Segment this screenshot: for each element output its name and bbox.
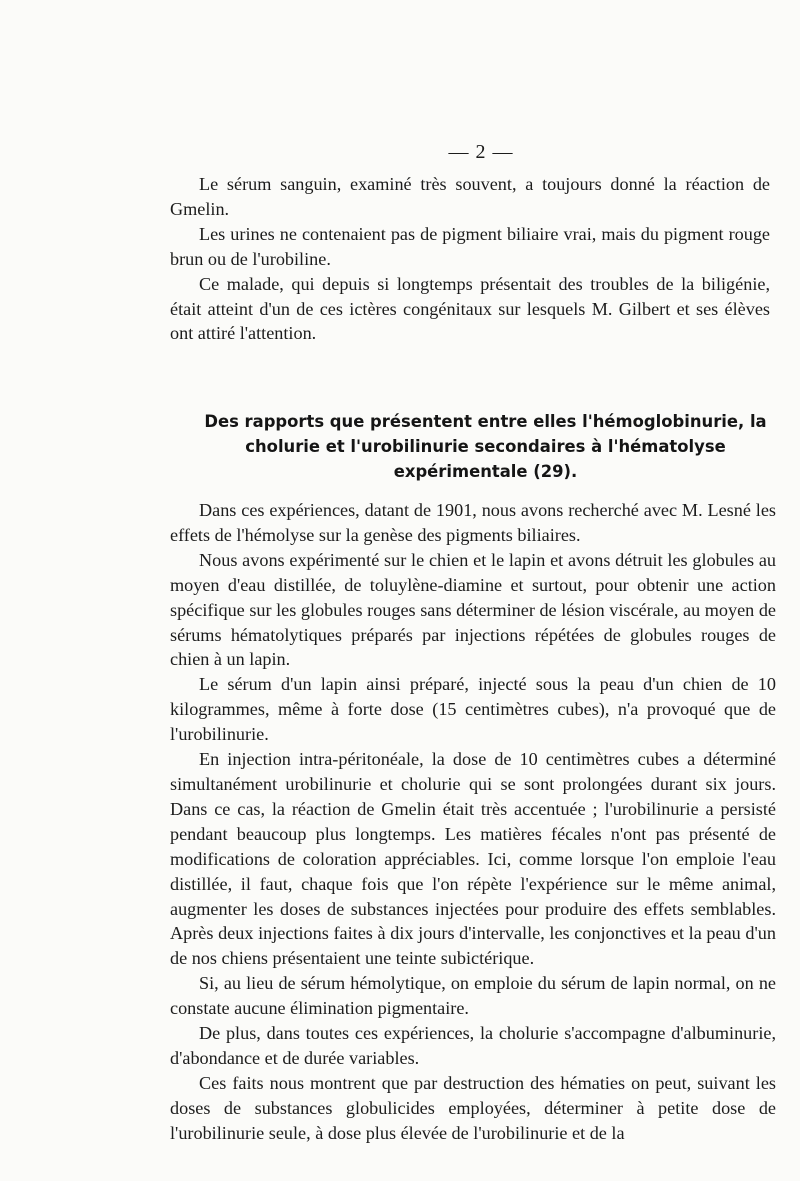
- paragraph: Nous avons expérimenté sur le chien et le lapin et avons détruit les globules au moyen d'eau distillée, de toluylène-diamine et surtout, pour obtenir une action spécifique sur les globules rouges sans déterminer de lésion viscérale, au moyen de sérums hématolytiques préparés par injections répétées de globules rouges de chien à un lapin.: [170, 549, 776, 670]
- paragraph: De plus, dans toutes ces expériences, la cholurie s'accompagne d'albuminurie, d'abondance et de durée variables.: [170, 1023, 776, 1068]
- intro-text: [0, 172, 800, 346]
- paragraph: Ce malade, qui depuis si longtemps présentait des troubles de la biligénie, était atteint d'un de ces ictères congénitaux sur lesquels M. Gilbert et ses élèves ont attiré l'attention.: [170, 273, 770, 344]
- page-number: — 2 —: [448, 141, 514, 163]
- section-text: [0, 498, 800, 1146]
- paragraph: Ces faits nous montrent que par destruction des hématies on peut, suivant les doses de substances globulicides employées, déterminer à petite dose de l'urobilinurie seule, à dose plus élevée de l'urobilinurie et de la: [170, 1072, 776, 1143]
- paragraph: Dans ces expériences, datant de 1901, nous avons recherché avec M. Lesné les effets de l'hémolyse sur la genèse des pigments biliaires.: [170, 500, 776, 545]
- paragraph: Les urines ne contenaient pas de pigment biliaire vrai, mais du pigment rouge brun ou de l'urobiline.: [170, 223, 770, 269]
- paragraph: Si, au lieu de sérum hémolytique, on emploie du sérum de lapin normal, on ne constate aucune élimination pigmentaire.: [170, 973, 776, 1019]
- paragraph: En injection intra-péritonéale, la dose de 10 centimètres cubes a déterminé simultanément urobilinurie et cholurie qui se sont prolongées durant six jours. Dans ce cas, la réaction de Gmelin était très accentuée ; l'urobilinurie a persisté pendant beaucoup plus longtemps. Les matières fécales n'ont pas présenté de modifications de coloration appréciables. Ici, comme lorsque l'on emploie l'eau distillée, il faut, chaque fois que l'on répète l'expérience sur le même animal, augmenter les doses de substances injectées pour produire des effets semblables. Après deux injections faites à dix jours d'intervalle, les conjonctives et la peau d'un de nos chiens présentaient une teinte subictérique.: [170, 749, 776, 969]
- paragraph: Le sérum sanguin, examiné très souvent, a toujours donné la réaction de Gmelin.: [170, 174, 770, 219]
- section-heading: Des rapports que présentent entre elles l'hémoglobinurie, la cholurie et l'urobilinurie secondaires à l'hématolyse expérimentale (29).: [204, 412, 767, 481]
- paragraph: Le sérum d'un lapin ainsi préparé, injecté sous la peau d'un chien de 10 kilogrammes, même à forte dose (15 centimètres cubes), n'a provoqué que de l'urobilinurie.: [170, 674, 776, 745]
